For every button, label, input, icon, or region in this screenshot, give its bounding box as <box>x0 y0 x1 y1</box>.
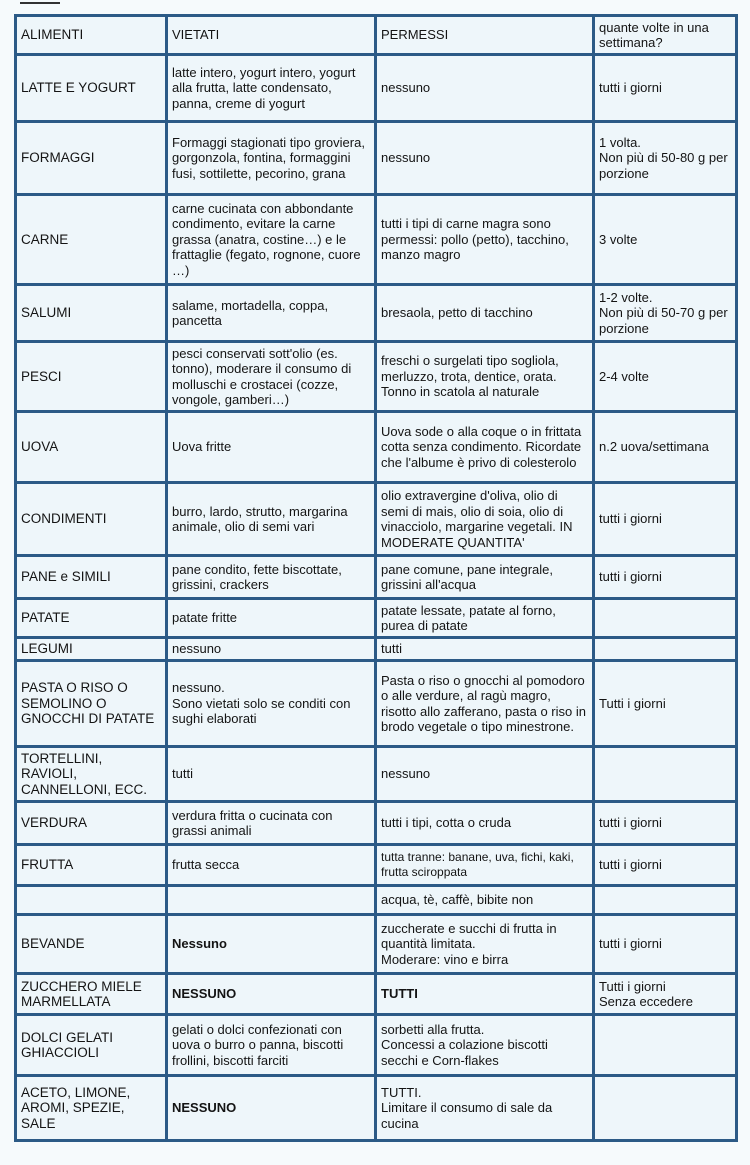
frequency-cell: tutti i giorni <box>595 846 735 884</box>
frequency-cell: tutti i giorni <box>595 557 735 597</box>
food-cell: UOVA <box>17 413 165 481</box>
table-row <box>17 557 735 597</box>
forbidden-cell: nessuno <box>168 639 374 659</box>
forbidden-cell: pesci conservati sott'olio (es. tonno), moderare il consumo di molluschi e crostacei (cozze, vongole, gamberi…) <box>168 343 374 410</box>
allowed-cell: pane comune, pane integrale, grissini all'acqua <box>377 557 592 597</box>
food-cell: PASTA O RISO O SEMOLINO O GNOCCHI DI PATATE <box>17 662 165 745</box>
table-row <box>17 639 735 659</box>
frequency-cell: 1-2 volte. Non più di 50-70 g per porzione <box>595 286 735 340</box>
allowed-cell: tutti <box>377 639 592 659</box>
forbidden-cell: frutta secca <box>168 846 374 884</box>
table-row <box>17 123 735 193</box>
table-row <box>17 286 735 340</box>
table-row <box>17 975 735 1013</box>
allowed-cell: TUTTI <box>377 975 592 1013</box>
forbidden-cell: latte intero, yogurt intero, yogurt alla frutta, latte condensato, panna, creme di yogurt <box>168 56 374 120</box>
frequency-cell: tutti i giorni <box>595 803 735 843</box>
food-cell: LEGUMI <box>17 639 165 659</box>
allowed-cell: bresaola, petto di tacchino <box>377 286 592 340</box>
header-forbidden: VIETATI <box>168 17 374 53</box>
food-cell: TORTELLINI, RAVIOLI, CANNELLONI, ECC. <box>17 748 165 800</box>
allowed-cell: Pasta o riso o gnocchi al pomodoro o alle verdure, al ragù magro, risotto allo zafferano, pasta o riso in brodo vegetale o tipo minestrone. <box>377 662 592 745</box>
table-row <box>17 413 735 481</box>
frequency-cell: Tutti i giorni <box>595 662 735 745</box>
table-row <box>17 484 735 554</box>
food-cell: PATATE <box>17 600 165 636</box>
header-food: ALIMENTI <box>17 17 165 53</box>
header-frequency: quante volte in una settimana? <box>595 17 735 53</box>
table-row <box>17 600 735 636</box>
food-cell <box>17 887 165 913</box>
allowed-cell: tutti i tipi, cotta o cruda <box>377 803 592 843</box>
food-cell: CARNE <box>17 196 165 283</box>
frequency-cell: Tutti i giorni Senza eccedere <box>595 975 735 1013</box>
food-cell: FORMAGGI <box>17 123 165 193</box>
frequency-cell <box>595 748 735 800</box>
frequency-cell: tutti i giorni <box>595 56 735 120</box>
forbidden-cell: gelati o dolci confezionati con uova o burro o panna, biscotti frollini, biscotti farciti <box>168 1016 374 1074</box>
table-row <box>17 1016 735 1074</box>
food-cell: LATTE E YOGURT <box>17 56 165 120</box>
frequency-cell <box>595 1077 735 1139</box>
forbidden-cell: verdura fritta o cucinata con grassi animali <box>168 803 374 843</box>
allowed-cell: tutti i tipi di carne magra sono permessi: pollo (petto), tacchino, manzo magro <box>377 196 592 283</box>
forbidden-cell: Formaggi stagionati tipo groviera, gorgonzola, fontina, formaggini fusi, sottilette, pecorino, grana <box>168 123 374 193</box>
allowed-cell: patate lessate, patate al forno, purea di patate <box>377 600 592 636</box>
frequency-cell: 3 volte <box>595 196 735 283</box>
allowed-cell: sorbetti alla frutta. Concessi a colazione biscotti secchi e Corn-flakes <box>377 1016 592 1074</box>
table-row <box>17 196 735 283</box>
forbidden-cell: nessuno. Sono vietati solo se conditi con sughi elaborati <box>168 662 374 745</box>
food-cell: PESCI <box>17 343 165 410</box>
food-cell: VERDURA <box>17 803 165 843</box>
scan-mark <box>20 2 60 12</box>
allowed-cell: acqua, tè, caffè, bibite non <box>377 887 592 913</box>
forbidden-cell: carne cucinata con abbondante condimento, evitare la carne grassa (anatra, costine…) e le frattaglie (fegato, rognone, cuore …) <box>168 196 374 283</box>
frequency-cell: tutti i giorni <box>595 916 735 972</box>
food-cell: SALUMI <box>17 286 165 340</box>
header-allowed: PERMESSI <box>377 17 592 53</box>
table-row <box>17 748 735 800</box>
forbidden-cell: salame, mortadella, coppa, pancetta <box>168 286 374 340</box>
table-row <box>17 916 735 972</box>
forbidden-cell: Nessuno <box>168 916 374 972</box>
forbidden-cell <box>168 887 374 913</box>
food-cell: FRUTTA <box>17 846 165 884</box>
frequency-cell <box>595 600 735 636</box>
header-row <box>17 17 735 53</box>
allowed-cell: olio extravergine d'oliva, olio di semi di mais, olio di soia, olio di vinacciolo, margarine vegetali. IN MODERATE QUANTITA' <box>377 484 592 554</box>
forbidden-cell: patate fritte <box>168 600 374 636</box>
frequency-cell <box>595 1016 735 1074</box>
food-cell: ZUCCHERO MIELE MARMELLATA <box>17 975 165 1013</box>
table-row <box>17 56 735 120</box>
table-row <box>17 803 735 843</box>
allowed-cell: nessuno <box>377 56 592 120</box>
frequency-cell <box>595 887 735 913</box>
frequency-cell <box>595 639 735 659</box>
food-cell: DOLCI GELATI GHIACCIOLI <box>17 1016 165 1074</box>
frequency-cell: 2-4 volte <box>595 343 735 410</box>
allowed-cell: freschi o surgelati tipo sogliola, merluzzo, trota, dentice, orata. Tonno in scatola al naturale <box>377 343 592 410</box>
diet-table <box>14 14 738 1142</box>
allowed-cell: Uova sode o alla coque o in frittata cotta senza condimento. Ricordate che l'albume è privo di colesterolo <box>377 413 592 481</box>
table-row <box>17 662 735 745</box>
food-cell: CONDIMENTI <box>17 484 165 554</box>
allowed-cell: tutta tranne: banane, uva, fichi, kaki, frutta sciroppata <box>377 846 592 884</box>
forbidden-cell: NESSUNO <box>168 1077 374 1139</box>
forbidden-cell: burro, lardo, strutto, margarina animale, olio di semi vari <box>168 484 374 554</box>
allowed-cell: zuccherate e succhi di frutta in quantità limitata. Moderare: vino e birra <box>377 916 592 972</box>
forbidden-cell: Uova fritte <box>168 413 374 481</box>
food-cell: ACETO, LIMONE, AROMI, SPEZIE, SALE <box>17 1077 165 1139</box>
allowed-cell: nessuno <box>377 123 592 193</box>
forbidden-cell: NESSUNO <box>168 975 374 1013</box>
frequency-cell: n.2 uova/settimana <box>595 413 735 481</box>
food-cell: BEVANDE <box>17 916 165 972</box>
table-row <box>17 343 735 410</box>
table-row <box>17 1077 735 1139</box>
frequency-cell: tutti i giorni <box>595 484 735 554</box>
allowed-cell: nessuno <box>377 748 592 800</box>
frequency-cell: 1 volta. Non più di 50-80 g per porzione <box>595 123 735 193</box>
allowed-cell: TUTTI. Limitare il consumo di sale da cucina <box>377 1077 592 1139</box>
food-cell: PANE e SIMILI <box>17 557 165 597</box>
forbidden-cell: tutti <box>168 748 374 800</box>
table-row <box>17 846 735 884</box>
forbidden-cell: pane condito, fette biscottate, grissini, crackers <box>168 557 374 597</box>
table-row <box>17 887 735 913</box>
